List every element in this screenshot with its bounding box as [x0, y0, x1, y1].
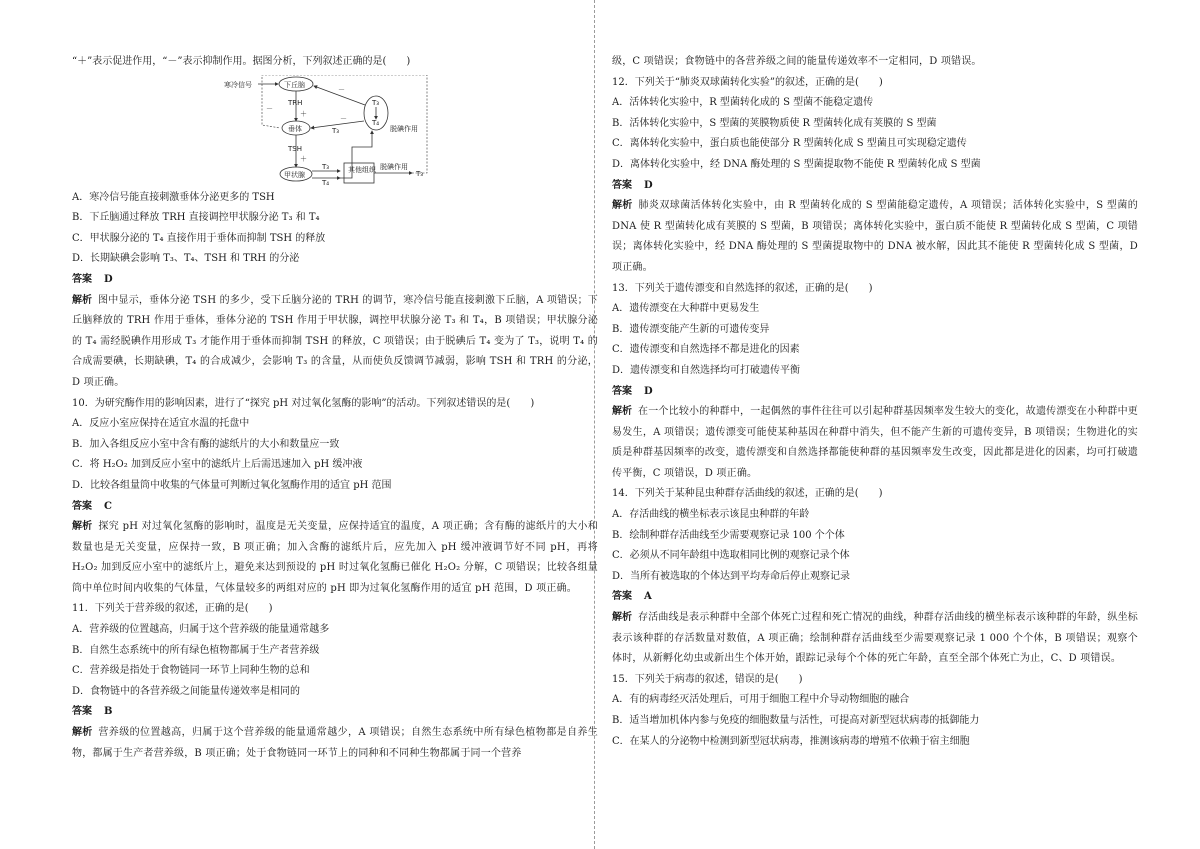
minus-sign-2: －: [340, 114, 347, 123]
q12-option-d: D．离体转化实验中，经 DNA 酶处理的 S 型菌提取物不能使 R 型菌转化成 S 型菌: [612, 158, 981, 170]
t4-label-2: T₄: [372, 118, 380, 127]
q12-answer-value: D: [644, 179, 653, 191]
q10-answer-value: C: [104, 500, 112, 512]
q13-answer: [612, 382, 1138, 403]
q14-stem: 14．下列关于某种昆虫种群存活曲线的叙述，正确的是( ): [612, 488, 883, 500]
q9-option-b: B．下丘脑通过释放 TRH 直接调控甲状腺分泌 T₃ 和 T₄: [72, 212, 320, 224]
q11-explanation-text: 营养级的位置越高，归属于这个营养级的能量通常越少，A 项错误；自然生态系统中所有绿色植物都是自养生物，都属于生产者营养级，B 项正确；处于食物链同一环节上的同种和不同种生物都属于同一个营养: [72, 727, 599, 759]
q13-option-a: A．遗传漂变在大种群中更易发生: [612, 303, 760, 315]
q9-answer-label: 答案: [72, 273, 92, 285]
tsh-label: TSH: [288, 144, 302, 153]
thyroid-regulation-diagram: [72, 73, 598, 188]
q15-stem: 15．下列关于病毒的叙述，错误的是( ): [612, 673, 803, 685]
q10-option-b: B．加入各组反应小室中含有酶的滤纸片的大小和数量应一致: [72, 438, 340, 450]
q12-option-b: B．活体转化实验中，S 型菌的荚膜物质使 R 型菌转化成有荚膜的 S 型菌: [612, 117, 937, 129]
q11-answer-label: 答案: [72, 706, 92, 718]
q14-explanation: [612, 608, 1138, 670]
q11-option-b: B．自然生态系统中的所有绿色植物都属于生产者营养级: [72, 644, 320, 656]
q10-explanation: [72, 517, 598, 599]
q9-option-a: A．寒冷信号能直接刺激垂体分泌更多的 TSH: [72, 191, 275, 203]
q10-option-c: C．将 H₂O₂ 加到反应小室中的滤纸片上后需迅速加入 pH 缓冲液: [72, 459, 363, 471]
q13-explanation-label: 解析: [612, 406, 633, 418]
q13-option-b: B．遗传漂变能产生新的可遗传变异: [612, 323, 770, 335]
trh-label: TRH: [288, 98, 303, 107]
left-column: [72, 52, 598, 764]
q12-explanation-label: 解析: [612, 200, 633, 212]
t4-label-1: T₄: [322, 178, 330, 187]
plus-sign-2: ＋: [300, 154, 307, 163]
q9-explanation: [72, 291, 598, 394]
q10-option-a: A．反应小室应保持在适宜水温的托盘中: [72, 418, 250, 430]
q14-answer: [612, 587, 1138, 608]
q14-option-d: D．当所有被选取的个体达到平均寿命后停止观察记录: [612, 570, 851, 582]
deiodination-label-2: 脱碘作用: [390, 124, 418, 133]
q14-explanation-label: 解析: [612, 612, 633, 624]
q11-option-c: C．营养级是指处于食物链同一环节上同种生物的总和: [72, 665, 310, 677]
q10-explanation-text: 探究 pH 对过氧化氢酶的影响时，温度是无关变量，应保持适宜的温度，A 项正确；含有酶的滤纸片的大小和数量也是无关变量，应保持一致，B 项正确；加入含酶的滤纸片后，应先加入 pH 缓冲液调节好不同 pH，再将 H₂O₂ 加到反应小室中的滤纸片上，避免来达到预设的 pH 时过氧化氢酶已催化 H₂O₂ 分解，C 项错误；比较各组量筒中单位时间内收集的气体量，气体量较多的两组对应的 pH 即为过氧化氢酶作用的适宜 pH 范围，D 项正确。: [72, 521, 598, 594]
t3-label-3: T₃: [372, 98, 380, 107]
q10-answer-label: 答案: [72, 500, 92, 512]
q15-option-c: C．在某人的分泌物中检测到新型冠状病毒，推测该病毒的增殖不依赖于宿主细胞: [612, 735, 970, 747]
q14-explanation-text: 存活曲线是表示种群中全部个体死亡过程和死亡情况的曲线，种群存活曲线的横坐标表示该种群的年龄，纵坐标表示该种群的存活数量对数值，A 项正确；绘制种群存活曲线至少需要观察记录 1 000 个个体，B 项错误；观察个体时，从新孵化幼虫或新出生个体开始，跟踪记录每个个体的死亡年龄，直至全部个体死亡为止，C、D 项错误。: [612, 612, 1138, 665]
q14-option-a: A．存活曲线的横坐标表示该昆虫种群的年龄: [612, 509, 810, 521]
q12-explanation-text: 肺炎双球菌活体转化实验中，由 R 型菌转化成的 S 型菌能稳定遗传，A 项错误；活体转化实验中，S 型菌的 DNA 使 R 型菌转化成有荚膜的 S 型菌，B 项错误；离体转化实验中，蛋白质不能使 R 型菌转化成 S 型菌，C 项错误；离体转化实验中，经 DNA 酶处理的 S 型菌提取物中的 DNA 被水解，因此其不能使 R 型菌转化成 S 型菌，D 项正确。: [612, 200, 1139, 273]
plus-sign-1: ＋: [300, 109, 307, 118]
q9-explanation-label: 解析: [72, 294, 93, 306]
hypothalamus-label: 下丘脑: [284, 80, 305, 89]
cold-signal-label: 寒冷信号: [224, 80, 252, 89]
q10-answer: [72, 497, 598, 518]
right-column: [612, 52, 1138, 752]
thyroid-label: 甲状腺: [284, 170, 305, 179]
q11-stem: 11．下列关于营养级的叙述，正确的是( ): [72, 603, 273, 615]
q12-answer-label: 答案: [612, 179, 632, 191]
q12-option-c: C．离体转化实验中，蛋白质也能使部分 R 型菌转化成 S 型菌且可实现稳定遗传: [612, 138, 967, 150]
q14-answer-label: 答案: [612, 591, 632, 603]
diagram-svg: [222, 75, 522, 187]
q14-option-c: C．必须从不同年龄组中选取相同比例的观察记录个体: [612, 550, 850, 562]
q13-explanation: [612, 402, 1138, 484]
q12-stem: 12．下列关于“肺炎双球菌转化实验”的叙述，正确的是( ): [612, 76, 883, 88]
t3-label-4: T₃: [332, 126, 340, 135]
q10-stem: 10．为研究酶作用的影响因素，进行了“探究 pH 对过氧化氢酶的影响”的活动。下列叙述错误的是( ): [72, 397, 535, 409]
q13-option-c: C．遗传漂变和自然选择不都是进化的因素: [612, 344, 800, 356]
t3-label-2: T₃: [416, 169, 424, 178]
q12-answer: [612, 176, 1138, 197]
q14-answer-value: A: [644, 591, 652, 603]
minus-sign-1: －: [338, 85, 345, 94]
q15-option-b: B．适当增加机体内参与免疫的细胞数量与活性，可提高对新型冠状病毒的抵御能力: [612, 715, 980, 726]
q9-answer: [72, 270, 598, 291]
q11-explanation-continued: 级，C 项错误；食物链中的各营养级之间的能量传递效率不一定相同，D 项错误。: [612, 56, 982, 67]
q13-option-d: D．遗传漂变和自然选择均可打破遗传平衡: [612, 364, 801, 376]
pituitary-label: 垂体: [288, 124, 302, 133]
q13-stem: 13．下列关于遗传漂变和自然选择的叙述，正确的是( ): [612, 282, 873, 294]
q12-explanation: [612, 196, 1138, 278]
q13-answer-label: 答案: [612, 385, 632, 397]
q11-option-a: A．营养级的位置越高，归属于这个营养级的能量通常越多: [72, 624, 330, 636]
minus-sign-3: －: [266, 104, 273, 113]
q10-explanation-label: 解析: [72, 521, 93, 533]
q9-option-c: C．甲状腺分泌的 T₄ 直接作用于垂体而抑制 TSH 的释放: [72, 232, 326, 244]
q11-answer-value: B: [104, 706, 113, 718]
q9-answer-value: D: [104, 273, 113, 285]
q11-answer: [72, 702, 598, 723]
q9-intro: “＋”表示促进作用，“－”表示抑制作用。据图分析，下列叙述正确的是( ): [72, 56, 411, 67]
q13-answer-value: D: [644, 385, 653, 397]
t3-label-1: T₃: [322, 162, 330, 171]
q13-explanation-text: 在一个比较小的种群中，一起偶然的事件往往可以引起种群基因频率发生较大的变化，故遗传漂变在小种群中更易发生，A 项错误；遗传漂变可能使某种基因在种群中消失，但不能产生新的可遗传变异，B 项错误；生物进化的实质是种群基因频率的改变，遗传漂变和自然选择都能使种群的基因频率发生改变，因此都是进化的因素，均可打破遗传平衡，C 项错误，D 项正确。: [612, 406, 1138, 479]
q11-explanation: [72, 723, 598, 764]
q14-option-b: B．绘制种群存活曲线至少需要观察记录 100 个个体: [612, 529, 845, 541]
q9-explanation-text: 图中显示，垂体分泌 TSH 的多少，受下丘脑分泌的 TRH 的调节，寒冷信号能直接刺激下丘脑，A 项错误；下丘脑释放的 TRH 作用于垂体，垂体分泌的 TSH 作用于甲状腺，调控甲状腺分泌 T₃ 和 T₄，B 项错误；甲状腺分泌的 T₄ 需经脱碘作用形成 T₃ 才能作用于垂体而抑制 TSH 的释放，C 项错误；由于脱碘后 T₄ 变为了 T₃，说明 T₄ 的合成需要碘，长期缺碘，T₄ 的合成减少，会影响 T₃ 的含量，从而使负反馈调节减弱，影响 TSH 和 TRH 的分泌，D 项正确。: [72, 294, 599, 388]
q9-option-d: D．长期缺碘会影响 T₃、T₄、TSH 和 TRH 的分泌: [72, 253, 300, 265]
q11-explanation-label: 解析: [72, 727, 93, 739]
q10-option-d: D．比较各组量筒中收集的气体量可判断过氧化氢酶作用的适宜 pH 范围: [72, 479, 392, 491]
other-tissue-label: 其他组织: [348, 165, 376, 174]
q12-option-a: A．活体转化实验中，R 型菌转化成的 S 型菌不能稳定遗传: [612, 97, 874, 109]
q15-option-a: A．有的病毒经灭活处理后，可用于细胞工程中介导动物细胞的融合: [612, 694, 910, 706]
deiodination-label-1: 脱碘作用: [380, 162, 408, 171]
q11-option-d: D．食物链中的各营养级之间能量传递效率是相同的: [72, 685, 301, 697]
